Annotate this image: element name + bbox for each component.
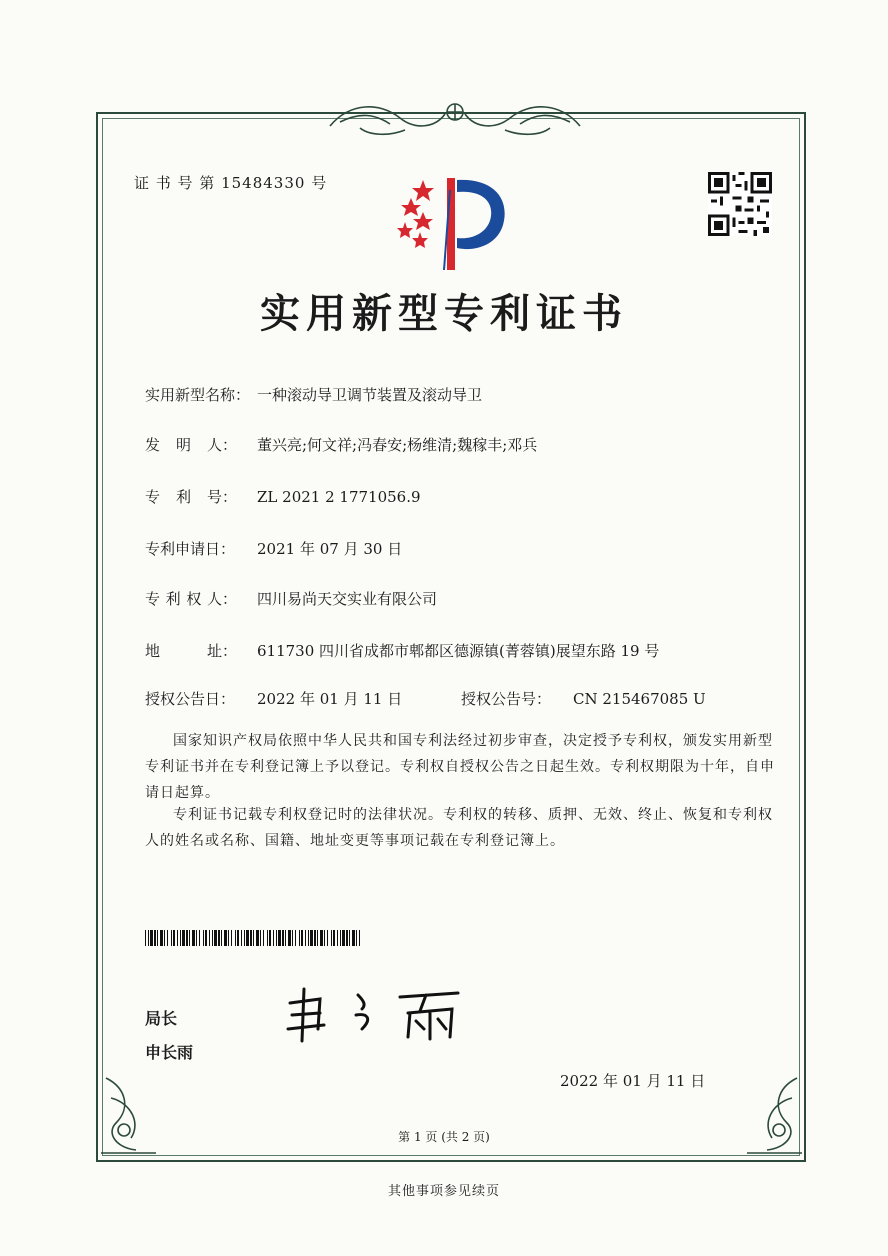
top-ornament <box>320 92 590 140</box>
address-row <box>145 640 667 662</box>
page-indicator: 第 1 页 (共 2 页) <box>398 1130 490 1144</box>
issue-date: 2022 年 01 月 11 日 <box>560 1072 706 1090</box>
patent-number-label: 专 利 号： <box>145 488 237 506</box>
certificate-number: 证 书 号 第 15484330 号 <box>134 174 328 192</box>
qr-code-icon <box>708 172 772 236</box>
utility-model-name-value: 一种滚动导卫调节装置及滚动导卫 <box>257 386 483 404</box>
patentee-label: 专 利 权 人： <box>145 590 237 608</box>
cnipa-logo-icon <box>385 170 515 275</box>
filing-date-row <box>145 538 402 560</box>
grant-date-value: 2022 年 01 月 11 日 <box>257 690 403 708</box>
handwritten-signature <box>280 985 470 1045</box>
inventor-label: 发 明 人： <box>145 436 237 454</box>
grant-date-row <box>145 688 706 710</box>
patent-number-row <box>145 486 421 508</box>
grant-number-value: CN 215467085 U <box>573 690 706 708</box>
utility-model-name-row <box>145 384 482 406</box>
utility-model-name-label: 实用新型名称： <box>145 386 251 404</box>
inventor-value: 董兴亮;何文祥;冯春安;杨维清;魏稼丰;邓兵 <box>257 436 538 454</box>
grant-date-label: 授权公告日： <box>145 690 236 708</box>
patentee-row <box>145 588 437 610</box>
legal-status-paragraph: 专利证书记载专利权登记时的法律状况。专利权的转移、质押、无效、终止、恢复和专利权人的姓名或名称、国籍、地址变更等事项记载在专利登记簿上。 <box>145 807 773 849</box>
filing-date-value: 2021 年 07 月 30 日 <box>257 540 403 558</box>
grant-number-label: 授权公告号： <box>461 690 552 708</box>
signatory-title: 局长 <box>145 1009 178 1028</box>
barcode-icon <box>145 930 363 946</box>
address-value: 611730 四川省成都市郫都区德源镇(菁蓉镇)展望东路 19 号 <box>257 642 660 660</box>
filing-date-label: 专利申请日： <box>145 540 236 558</box>
signatory-name: 申长雨 <box>145 1043 194 1062</box>
patent-number-value: ZL 2021 2 1771056.9 <box>257 488 421 506</box>
certificate-title: 实用新型专利证书 <box>260 290 628 337</box>
footer-note: 其他事项参见续页 <box>387 1184 500 1199</box>
patentee-value: 四川易尚天交实业有限公司 <box>257 590 438 608</box>
address-label: 地 址： <box>145 642 237 660</box>
inventor-row <box>145 434 537 456</box>
grant-statement-paragraph: 国家知识产权局依照中华人民共和国专利法经过初步审查，决定授予专利权，颁发实用新型专利证书并在专利登记簿上予以登记。专利权自授权公告之日起生效。专利权期限为十年，自申请日起算。 <box>145 733 775 801</box>
